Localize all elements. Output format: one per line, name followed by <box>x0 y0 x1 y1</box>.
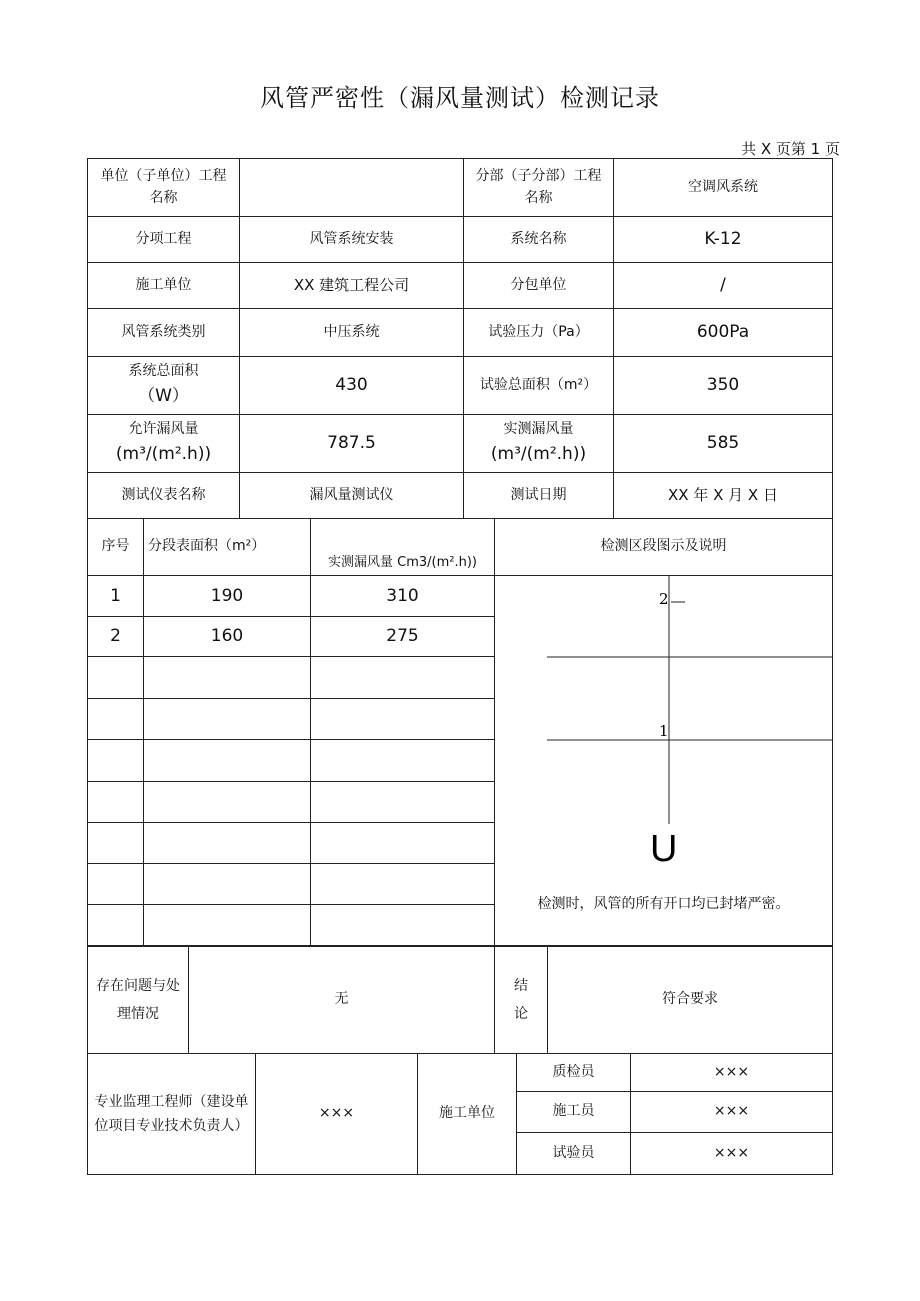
inspector-label: 质检员 <box>517 1054 631 1092</box>
row-no <box>88 781 144 822</box>
duct-diagram <box>495 576 833 946</box>
system-name-value: K-12 <box>614 217 833 263</box>
total-area-label-line1: 系统总面积 <box>128 363 199 380</box>
tester-signature: ××× <box>631 1133 833 1175</box>
row-area <box>144 657 311 699</box>
row-no <box>88 657 144 699</box>
subcontractor-value: / <box>614 263 833 309</box>
row-area <box>144 904 311 946</box>
allowed-leak-value: 787.5 <box>240 415 464 473</box>
measured-leak-label <box>464 415 614 473</box>
col-header-no: 序号 <box>88 519 144 576</box>
measured-leak-label-line1: 实测漏风量 <box>503 421 574 438</box>
row-leak <box>311 657 495 699</box>
row-leak <box>311 863 495 904</box>
test-pressure-label: 试验压力（Pa） <box>464 309 614 357</box>
problems-label-line1: 存在问题与处 <box>96 977 180 994</box>
sub-project-value: 空调风系统 <box>614 159 833 217</box>
col-header-leak: 实测漏风量 Cm3/(m².h)) <box>311 519 495 576</box>
measured-leak-value: 585 <box>614 415 833 473</box>
row-area <box>144 781 311 822</box>
duct-end-symbol: U <box>650 828 678 870</box>
tester-label: 试验员 <box>517 1133 631 1175</box>
row-no <box>88 822 144 863</box>
supervisor-label: 专业监理工程师（建设单位项目专业技术负责人） <box>88 1054 256 1175</box>
instrument-label: 测试仪表名称 <box>88 473 240 519</box>
row-leak <box>311 822 495 863</box>
conclusion-value: 符合要求 <box>548 946 833 1054</box>
row-leak <box>311 904 495 946</box>
test-date-label: 测试日期 <box>464 473 614 519</box>
row-leak: 275 <box>311 617 495 657</box>
row-area <box>144 740 311 781</box>
instrument-value: 漏风量测试仪 <box>240 473 464 519</box>
row-no <box>88 863 144 904</box>
sub-project-label: 分部（子分部）工程名称 <box>464 159 614 217</box>
segment-diagram <box>495 576 833 947</box>
builder-signature: ××× <box>631 1092 833 1133</box>
segment-label-1: 1 <box>659 722 669 740</box>
test-area-value: 350 <box>614 357 833 415</box>
row-leak: 310 <box>311 576 495 617</box>
contractor-value: XX 建筑工程公司 <box>240 263 464 309</box>
signature-table <box>87 1053 833 1175</box>
inspector-signature: ××× <box>631 1054 833 1092</box>
col-header-diagram: 检测区段图示及说明 <box>495 519 833 576</box>
unit-project-value <box>240 159 464 217</box>
item-value: 风管系统安装 <box>240 217 464 263</box>
segment-table <box>87 518 833 947</box>
allowed-leak-label-line2: (m³/(m².h)) <box>115 444 212 465</box>
row-no <box>88 904 144 946</box>
problems-label-line2: 理情况 <box>117 1005 159 1022</box>
contractor-label: 施工单位 <box>88 263 240 309</box>
row-no: 1 <box>88 576 144 617</box>
row-leak <box>311 781 495 822</box>
row-no <box>88 699 144 740</box>
row-area <box>144 822 311 863</box>
table-row <box>88 576 833 617</box>
row-leak <box>311 699 495 740</box>
page-count: 共 X 页第 1 页 <box>741 140 840 158</box>
problems-table <box>87 945 833 1054</box>
measured-leak-label-line2: (m³/(m².h)) <box>490 444 587 465</box>
unit-project-label: 单位（子单位）工程名称 <box>88 159 240 217</box>
conclusion-label <box>495 946 548 1054</box>
system-name-label: 系统名称 <box>464 217 614 263</box>
subcontractor-label: 分包单位 <box>464 263 614 309</box>
test-date-value: XX 年 X 月 X 日 <box>614 473 833 519</box>
test-pressure-value: 600Pa <box>614 309 833 357</box>
problems-label <box>88 946 189 1054</box>
row-area <box>144 863 311 904</box>
conclusion-label-line1: 结 <box>514 977 528 994</box>
row-no <box>88 740 144 781</box>
duct-type-value: 中压系统 <box>240 309 464 357</box>
conclusion-label-line2: 论 <box>514 1005 528 1022</box>
col-header-area: 分段表面积（m²） <box>144 519 311 576</box>
row-area <box>144 699 311 740</box>
supervisor-signature: ××× <box>256 1054 418 1175</box>
row-no: 2 <box>88 617 144 657</box>
segment-label-2: 2 <box>659 590 669 608</box>
builder-label: 施工员 <box>517 1092 631 1133</box>
page-title: 风管严密性（漏风量测试）检测记录 <box>260 84 660 112</box>
allowed-leak-label-line1: 允许漏风量 <box>128 421 199 438</box>
row-leak <box>311 740 495 781</box>
diagram-note: 检测时，风管的所有开口均已封堵严密。 <box>537 896 790 913</box>
test-area-label: 试验总面积（m²） <box>464 357 614 415</box>
row-area: 160 <box>144 617 311 657</box>
total-area-value: 430 <box>240 357 464 415</box>
duct-type-label: 风管系统类别 <box>88 309 240 357</box>
contractor-sign-label: 施工单位 <box>418 1054 517 1175</box>
item-label: 分项工程 <box>88 217 240 263</box>
total-area-label <box>88 357 240 415</box>
allowed-leak-label <box>88 415 240 473</box>
info-table <box>87 158 833 519</box>
problems-value: 无 <box>189 946 495 1054</box>
row-area: 190 <box>144 576 311 617</box>
total-area-label-line2: （W） <box>138 386 189 407</box>
